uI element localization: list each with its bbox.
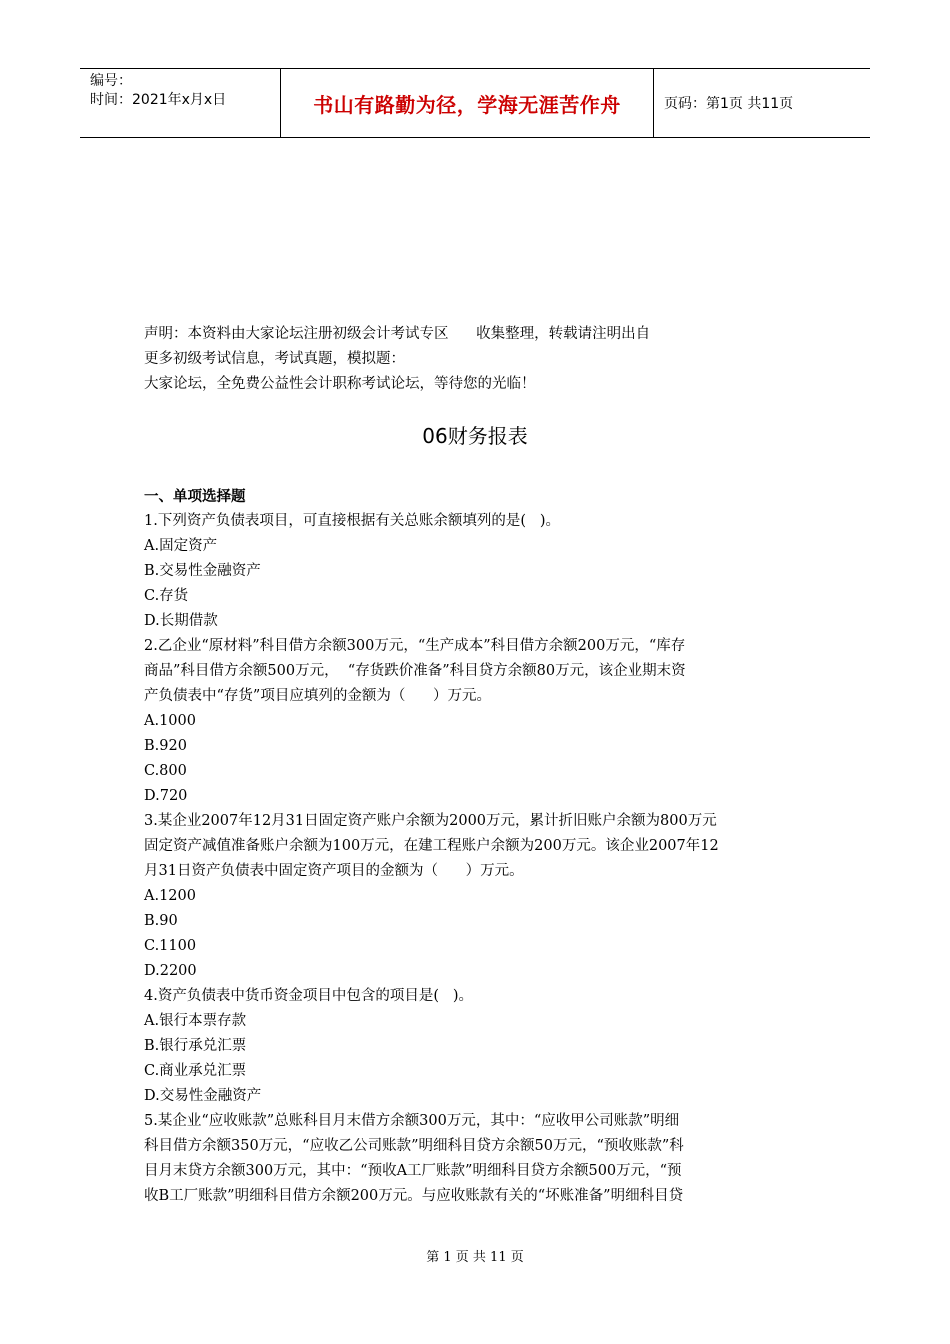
option-line: A.1200 (144, 888, 196, 904)
question-line: 科目借方余额350万元，“应收乙公司账款”明细科目贷方余额50万元，“预收账款”科 (144, 1138, 684, 1154)
option-line: B.交易性金融资产 (144, 563, 261, 579)
question-line: 商品”科目借方余额500万元， “存货跌价准备”科目贷方余额80万元，该企业期末资 (144, 663, 686, 679)
option-line: B.920 (144, 738, 187, 754)
notice-line: 大家论坛，全免费公益性会计职称考试论坛，等待您的光临！ (144, 376, 536, 392)
question-line: 目月末贷方余额300万元，其中：“预收A工厂账款”明细科目贷方余额500万元，“预 (144, 1163, 682, 1179)
notice-line: 更多初级考试信息，考试真题，模拟题： (144, 351, 405, 367)
option-line: D.长期借款 (144, 613, 218, 629)
question-line: 月31日资产负债表中固定资产项目的金额为（ ）万元。 (144, 863, 524, 879)
option-line: D.720 (144, 788, 188, 804)
option-line: D.2200 (144, 963, 197, 979)
question-line: 收B工厂账款”明细科目借方余额200万元。与应收账款有关的“坏账准备”明细科目贷 (144, 1188, 684, 1204)
header-meta (80, 69, 281, 137)
question-line: 3.某企业2007年12月31日固定资产账户余额为2000万元，累计折旧账户余额为800万元 (144, 813, 717, 829)
option-line: D.交易性金融资产 (144, 1088, 262, 1104)
option-line: C.800 (144, 763, 187, 779)
document-number-label: 编号： (90, 73, 132, 89)
option-line: C.存货 (144, 588, 189, 604)
option-line: C.商业承兑汇票 (144, 1063, 247, 1079)
header-page-info: 页码：第1页 共11页 (664, 96, 794, 112)
document-title: 06财务报表 (422, 424, 528, 448)
header-motto: 书山有路勤为径，学海无涯苦作舟 (281, 69, 654, 137)
question-content (144, 484, 808, 1209)
question-line: 产负债表中“存货”项目应填列的金额为（ ）万元。 (144, 688, 491, 704)
document-time: 时间：2021年x月x日 (90, 92, 227, 108)
option-line: A.固定资产 (144, 538, 218, 554)
option-line: A.银行本票存款 (144, 1013, 247, 1029)
question-line: 2.乙企业“原材料”科目借方余额300万元，“生产成本”科目借方余额200万元，“库存 (144, 638, 686, 654)
question-line: 1.下列资产负债表项目，可直接根据有关总账余额填列的是( )。 (144, 513, 560, 529)
notice-line: 声明：本资料由大家论坛注册初级会计考试专区 收集整理，转载请注明出自 (144, 326, 651, 342)
question-line: 固定资产减值准备账户余额为100万元，在建工程账户余额为200万元。该企业2007年12 (144, 838, 719, 854)
notice-block (144, 322, 824, 397)
question-line: 5.某企业“应收账款”总账科目月末借方余额300万元，其中：“应收甲公司账款”明细 (144, 1113, 680, 1129)
option-line: C.1100 (144, 938, 197, 954)
option-line: B.90 (144, 913, 178, 929)
section-heading: 一、单项选择题 (144, 488, 246, 505)
option-line: A.1000 (144, 713, 196, 729)
page-footer: 第 1 页 共 11 页 (426, 1250, 524, 1265)
page-header (80, 68, 870, 138)
question-line: 4.资产负债表中货币资金项目中包含的项目是( )。 (144, 988, 473, 1004)
option-line: B.银行承兑汇票 (144, 1038, 247, 1054)
